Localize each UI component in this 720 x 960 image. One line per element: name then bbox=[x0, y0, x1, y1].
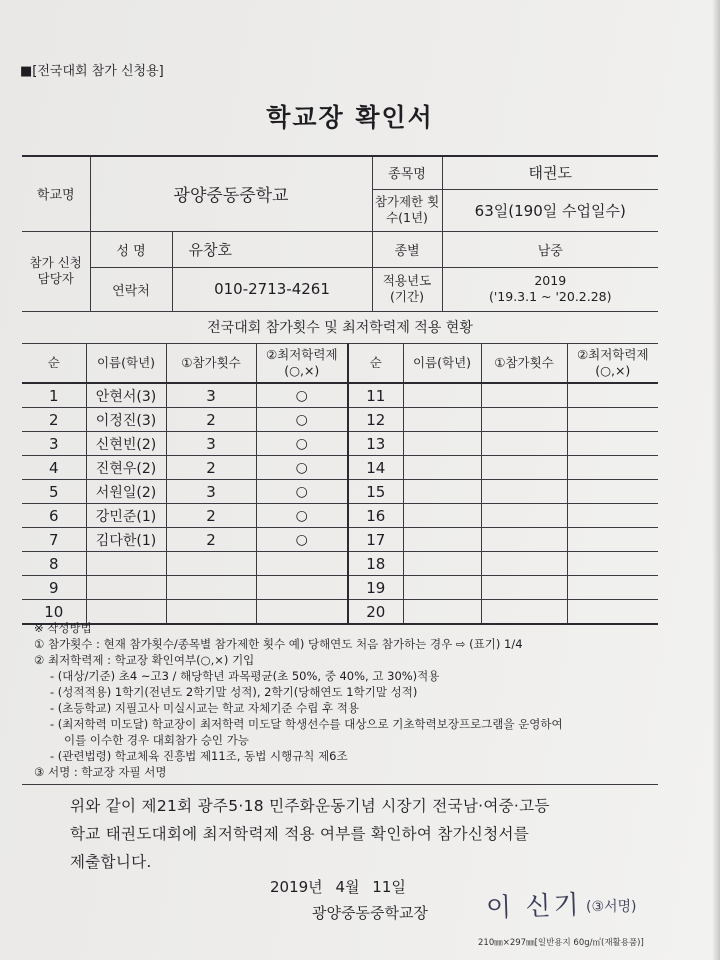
row-name-2 bbox=[403, 408, 481, 432]
table-row bbox=[22, 432, 658, 456]
row-min-academic bbox=[256, 552, 348, 576]
paper-spec-footer: 210㎜×297㎜[일반용지 60g/㎡(재활용품)] bbox=[478, 938, 644, 948]
sport-value: 태권도 bbox=[442, 156, 658, 189]
notes-divider bbox=[22, 784, 658, 785]
row-no-2: 14 bbox=[348, 456, 403, 480]
row-min-academic-2 bbox=[567, 480, 658, 504]
row-min-academic-2 bbox=[567, 552, 658, 576]
notes-heading: ※ 작성방법 bbox=[34, 621, 92, 635]
statement-line-1: 위와 같이 제21회 광주5·18 민주화운동기념 시장기 전국남·여중·고등 bbox=[70, 797, 550, 815]
row-name: 안현서(3) bbox=[86, 383, 166, 408]
header-min-academic-2 bbox=[567, 344, 658, 384]
header-min-academic-text: ②최저학력제 bbox=[265, 347, 338, 362]
row-count bbox=[166, 552, 256, 576]
row-count-2 bbox=[481, 456, 567, 480]
row-count-2 bbox=[481, 480, 567, 504]
row-min-academic-2 bbox=[567, 408, 658, 432]
row-no: 7 bbox=[22, 528, 86, 552]
table-row bbox=[22, 456, 658, 480]
contact-label: 연락처 bbox=[90, 267, 172, 311]
note-below-standard-cont: 이를 이수한 경우 대회참가 승인 가능 bbox=[64, 733, 249, 747]
row-name-2 bbox=[403, 528, 481, 552]
row-count-2 bbox=[481, 504, 567, 528]
row-min-academic-2 bbox=[567, 504, 658, 528]
header-min-academic-sub-2: (○,×) bbox=[595, 363, 631, 378]
note-target-criteria: - (대상/기준) 초4 ~고3 / 해당학년 과목평균(초 50%, 중 40%, 고 30%)적용 bbox=[50, 669, 440, 683]
participation-section-title: 전국대회 참가횟수 및 최저학력제 적용 현황 bbox=[22, 313, 658, 344]
note-min-academic: ② 최저학력제 : 학교장 확인여부(○,×) 기입 bbox=[34, 653, 255, 667]
row-no: 2 bbox=[22, 408, 86, 432]
row-name-2 bbox=[403, 552, 481, 576]
row-count-2 bbox=[481, 576, 567, 600]
row-min-academic: ○ bbox=[256, 408, 348, 432]
table-row bbox=[22, 504, 658, 528]
note-below-standard: - (최저학력 미도달) 학교장이 최저학력 미도달 학생선수를 대상으로 기초학력보장프로그램을 운영하여 bbox=[50, 717, 563, 731]
row-min-academic: ○ bbox=[256, 480, 348, 504]
row-count-2 bbox=[481, 528, 567, 552]
manager-label: 참가 신청 담당자 bbox=[22, 231, 90, 311]
confirmation-statement bbox=[70, 792, 670, 876]
participation-limit-value: 63일(190일 수업일수) bbox=[442, 189, 658, 231]
date-month: 4월 bbox=[335, 878, 360, 896]
row-no-2: 17 bbox=[348, 528, 403, 552]
row-name-2 bbox=[403, 480, 481, 504]
writing-instructions bbox=[34, 620, 674, 780]
category-value: 남중 bbox=[442, 231, 658, 267]
row-name: 강민준(1) bbox=[86, 504, 166, 528]
row-count: 2 bbox=[166, 456, 256, 480]
row-no-2: 12 bbox=[348, 408, 403, 432]
document-title: 학교장 확인서 bbox=[266, 103, 434, 132]
row-name-2 bbox=[403, 456, 481, 480]
row-min-academic-2 bbox=[567, 456, 658, 480]
row-min-academic: ○ bbox=[256, 383, 348, 408]
row-no-2: 16 bbox=[348, 504, 403, 528]
row-no: 5 bbox=[22, 480, 86, 504]
submission-date bbox=[270, 876, 406, 897]
row-name-2 bbox=[403, 504, 481, 528]
table-row bbox=[22, 480, 658, 504]
row-no-2: 11 bbox=[348, 383, 403, 408]
note-elementary: - (초등학교) 지필고사 미실시교는 학교 자체기준 수립 후 적용 bbox=[50, 701, 359, 715]
row-no: 6 bbox=[22, 504, 86, 528]
row-count: 2 bbox=[166, 408, 256, 432]
school-name-value: 광양중동중학교 bbox=[90, 156, 372, 231]
note-grade-application: - (성적적용) 1학기(전년도 2학기말 성적), 2학기(당해연도 1학기말 성적) bbox=[50, 685, 418, 699]
table-row bbox=[22, 552, 658, 576]
note-related-law: - (관련법령) 학교체육 진흥법 제11조, 동법 시행규칙 제6조 bbox=[50, 749, 348, 763]
table-header-row bbox=[22, 344, 658, 384]
row-count: 2 bbox=[166, 528, 256, 552]
row-name: 김다한(1) bbox=[86, 528, 166, 552]
manager-name-label: 성 명 bbox=[90, 231, 172, 267]
row-name bbox=[86, 552, 166, 576]
header-count: ①참가횟수 bbox=[166, 344, 256, 384]
school-name-label: 학교명 bbox=[22, 156, 90, 231]
row-min-academic-2 bbox=[567, 528, 658, 552]
signer-title: 광양중동중학교장 bbox=[312, 904, 428, 922]
row-min-academic-2 bbox=[567, 576, 658, 600]
row-no: 8 bbox=[22, 552, 86, 576]
row-min-academic-2 bbox=[567, 383, 658, 408]
row-min-academic: ○ bbox=[256, 432, 348, 456]
period-value: ('19.3.1 ~ '20.2.28) bbox=[488, 289, 612, 304]
page-edge-shadow bbox=[712, 0, 720, 960]
row-name: 이정진(3) bbox=[86, 408, 166, 432]
note-participation-count: ① 참가횟수 : 현재 참가횟수/종목별 참가제한 횟수 예) 당해연도 처음 참가하는 경우 ⇨ (표기) 1/4 bbox=[34, 637, 523, 651]
header-count-2: ①참가횟수 bbox=[481, 344, 567, 384]
statement-line-2: 학교 태권도대회에 최저학력제 적용 여부를 확인하여 참가신청서를 bbox=[70, 825, 530, 843]
date-year: 2019년 bbox=[270, 878, 323, 896]
row-no: 10 bbox=[22, 600, 86, 625]
header-no-2: 순 bbox=[348, 344, 403, 384]
row-count-2 bbox=[481, 552, 567, 576]
row-name bbox=[86, 576, 166, 600]
table-row bbox=[22, 528, 658, 552]
contact-value: 010-2713-4261 bbox=[172, 267, 372, 311]
row-count-2 bbox=[481, 432, 567, 456]
row-name: 신현빈(2) bbox=[86, 432, 166, 456]
sport-label: 종목명 bbox=[372, 156, 442, 189]
row-no-2: 15 bbox=[348, 480, 403, 504]
row-min-academic bbox=[256, 576, 348, 600]
row-min-academic: ○ bbox=[256, 528, 348, 552]
date-day: 11일 bbox=[372, 878, 406, 896]
row-count-2 bbox=[481, 408, 567, 432]
table-row bbox=[22, 383, 658, 408]
participation-limit-label: 참가제한 횟수(1년) bbox=[372, 189, 442, 231]
row-no-2: 19 bbox=[348, 576, 403, 600]
header-min-academic bbox=[256, 344, 348, 384]
applicable-year-value bbox=[442, 267, 658, 311]
row-min-academic-2 bbox=[567, 432, 658, 456]
info-table bbox=[22, 155, 658, 312]
header-no: 순 bbox=[22, 344, 86, 384]
row-no: 9 bbox=[22, 576, 86, 600]
row-name-2 bbox=[403, 576, 481, 600]
header-name-2: 이름(학년) bbox=[403, 344, 481, 384]
row-name-2 bbox=[403, 432, 481, 456]
form-type-tag: ■[전국대회 참가 신청용] bbox=[20, 64, 164, 79]
header-min-academic-text-2: ②최저학력제 bbox=[576, 347, 649, 362]
row-count: 3 bbox=[166, 480, 256, 504]
row-count-2 bbox=[481, 383, 567, 408]
signature-note: (③서명) bbox=[586, 899, 637, 915]
row-no: 1 bbox=[22, 383, 86, 408]
row-count: 2 bbox=[166, 504, 256, 528]
row-min-academic: ○ bbox=[256, 504, 348, 528]
manager-name-value: 유창호 bbox=[172, 231, 372, 267]
row-no-2: 20 bbox=[348, 600, 403, 625]
table-row bbox=[22, 576, 658, 600]
category-label: 종별 bbox=[372, 231, 442, 267]
row-no: 4 bbox=[22, 456, 86, 480]
row-min-academic: ○ bbox=[256, 456, 348, 480]
row-count: 3 bbox=[166, 432, 256, 456]
row-no-2: 18 bbox=[348, 552, 403, 576]
row-name-2 bbox=[403, 383, 481, 408]
header-min-academic-sub: (○,×) bbox=[284, 363, 320, 378]
handwritten-signature: 이 신기 bbox=[485, 890, 583, 924]
note-signature: ③ 서명 : 학교장 자필 서명 bbox=[34, 765, 167, 779]
table-row bbox=[22, 408, 658, 432]
header-name: 이름(학년) bbox=[86, 344, 166, 384]
row-name: 진현우(2) bbox=[86, 456, 166, 480]
row-no-2: 13 bbox=[348, 432, 403, 456]
row-count: 3 bbox=[166, 383, 256, 408]
statement-line-3: 제출합니다. bbox=[70, 853, 152, 871]
row-count bbox=[166, 576, 256, 600]
year-value: 2019 bbox=[534, 273, 567, 288]
participation-table bbox=[22, 343, 658, 625]
row-name: 서원일(2) bbox=[86, 480, 166, 504]
row-no: 3 bbox=[22, 432, 86, 456]
applicable-year-label: 적용년도 (기간) bbox=[372, 267, 442, 311]
